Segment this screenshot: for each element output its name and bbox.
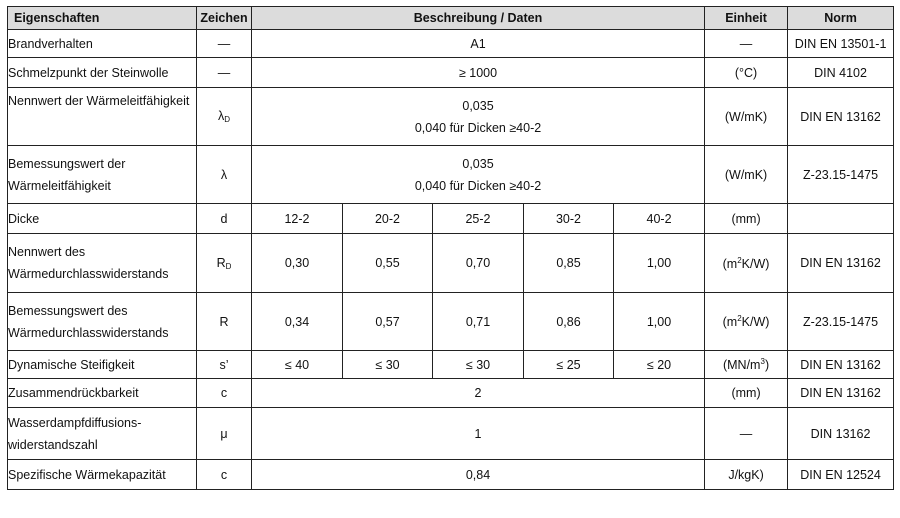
- table-row: [8, 379, 894, 408]
- value-cell: 0,70: [433, 234, 524, 293]
- value-cell: 0,86: [524, 293, 614, 351]
- norm-cell: DIN EN 13162: [788, 234, 894, 293]
- unit-cell: —: [705, 30, 788, 58]
- unit-text-end: K/W): [741, 315, 770, 329]
- symbol-cell: λ: [197, 146, 252, 204]
- symbol-cell: d: [197, 204, 252, 234]
- value-cell: 0,57: [343, 293, 433, 351]
- value-cell: A1: [252, 30, 705, 58]
- table-row: [8, 88, 894, 146]
- header-norm: Norm: [788, 7, 894, 30]
- norm-cell: DIN EN 13162: [788, 379, 894, 408]
- norm-cell: Z-23.15-1475: [788, 146, 894, 204]
- symbol-subscript: D: [225, 261, 232, 271]
- symbol-cell: —: [197, 58, 252, 88]
- symbol-cell: s’: [197, 351, 252, 379]
- unit-superscript: 3: [760, 357, 765, 366]
- unit-cell: [705, 293, 788, 351]
- symbol-cell: μ: [197, 408, 252, 460]
- property-cell: [8, 293, 197, 351]
- unit-text-end: K/W): [741, 256, 770, 271]
- table-row: [8, 204, 894, 234]
- value-cell: 25-2: [433, 204, 524, 234]
- table-row: [8, 408, 894, 460]
- value-cell: 12-2: [252, 204, 343, 234]
- value-cell: [252, 146, 705, 204]
- value-cell: 2: [252, 379, 705, 408]
- norm-cell: DIN EN 13162: [788, 88, 894, 146]
- value-line-1: 0,035: [462, 156, 494, 171]
- table-header-row: [8, 7, 894, 30]
- value-cell: 20-2: [343, 204, 433, 234]
- value-cell: 1,00: [614, 234, 705, 293]
- value-cell: 30-2: [524, 204, 614, 234]
- value-cell: 0,71: [433, 293, 524, 351]
- unit-text: (m: [722, 315, 738, 329]
- table-row: [8, 58, 894, 88]
- table-row: [8, 234, 894, 293]
- norm-cell: DIN 4102: [788, 58, 894, 88]
- unit-superscript: 2: [737, 255, 742, 265]
- norm-cell: DIN EN 13162: [788, 351, 894, 379]
- table-row: [8, 30, 894, 58]
- property-cell: Dicke: [8, 204, 197, 234]
- property-line-2: Wärmedurchlasswiderstands: [8, 267, 169, 281]
- property-cell: Dynamische Steifigkeit: [8, 351, 197, 379]
- value-cell: ≤ 30: [433, 351, 524, 379]
- value-cell: 1: [252, 408, 705, 460]
- table-row: [8, 460, 894, 490]
- unit-text: (MN/m: [722, 358, 761, 372]
- unit-cell: [705, 234, 788, 293]
- value-cell: 0,30: [252, 234, 343, 293]
- value-cell: 0,84: [252, 460, 705, 490]
- unit-cell: [705, 351, 788, 379]
- header-description: Beschreibung / Daten: [252, 7, 705, 30]
- unit-cell: (mm): [705, 204, 788, 234]
- property-line-1: Bemessungswert des: [8, 303, 128, 318]
- header-symbol: Zeichen: [197, 7, 252, 30]
- value-cell: ≤ 25: [524, 351, 614, 379]
- value-line-2: 0,040 für Dicken ≥40-2: [414, 120, 542, 135]
- norm-cell: Z-23.15-1475: [788, 293, 894, 351]
- property-cell: [8, 234, 197, 293]
- property-cell: Brandverhalten: [8, 30, 197, 58]
- unit-text: (m: [722, 256, 738, 271]
- symbol-cell: R: [197, 293, 252, 351]
- property-line-1: Wasserdampfdiffusions-: [8, 415, 142, 430]
- property-cell: Schmelzpunkt der Steinwolle: [8, 58, 197, 88]
- symbol-cell: c: [197, 379, 252, 408]
- property-cell: Nennwert der Wärmeleitfähigkeit: [8, 88, 197, 146]
- symbol-text: R: [216, 255, 226, 270]
- symbol-cell: c: [197, 460, 252, 490]
- unit-superscript: 2: [737, 314, 742, 323]
- table-row: [8, 293, 894, 351]
- symbol-cell: [197, 234, 252, 293]
- properties-table: [7, 6, 894, 490]
- table-row: [8, 146, 894, 204]
- unit-cell: J/kgK): [705, 460, 788, 490]
- property-line-2: Wärmedurchlasswiderstands: [8, 325, 169, 340]
- property-cell: Spezifische Wärmekapazität: [8, 460, 197, 490]
- property-cell: [8, 146, 197, 204]
- unit-cell: (W/mK): [705, 146, 788, 204]
- property-line-1: Nennwert des: [8, 245, 86, 259]
- symbol-cell: —: [197, 30, 252, 58]
- unit-text-end: ): [764, 358, 770, 372]
- symbol-subscript: D: [224, 115, 231, 124]
- table-row: [8, 351, 894, 379]
- norm-cell: DIN EN 13501-1: [788, 30, 894, 58]
- value-cell: 1,00: [614, 293, 705, 351]
- value-cell: ≤ 40: [252, 351, 343, 379]
- value-cell: [252, 88, 705, 146]
- unit-cell: (°C): [705, 58, 788, 88]
- value-line-2: 0,040 für Dicken ≥40-2: [414, 178, 542, 193]
- symbol-text: λ: [217, 109, 225, 123]
- unit-cell: (mm): [705, 379, 788, 408]
- property-line-1: Bemessungswert der: [8, 156, 126, 171]
- value-cell: ≤ 20: [614, 351, 705, 379]
- property-line-2: Wärmeleitfähigkeit: [8, 178, 111, 193]
- value-cell: 0,55: [343, 234, 433, 293]
- unit-cell: (W/mK): [705, 88, 788, 146]
- value-cell: 40-2: [614, 204, 705, 234]
- symbol-cell: [197, 88, 252, 146]
- unit-cell: —: [705, 408, 788, 460]
- value-cell: ≤ 30: [343, 351, 433, 379]
- property-cell: Zusammendrückbarkeit: [8, 379, 197, 408]
- norm-cell: [788, 204, 894, 234]
- norm-cell: DIN 13162: [788, 408, 894, 460]
- value-line-1: 0,035: [462, 98, 494, 113]
- header-unit: Einheit: [705, 7, 788, 30]
- property-cell: [8, 408, 197, 460]
- value-cell: 0,85: [524, 234, 614, 293]
- norm-cell: DIN EN 12524: [788, 460, 894, 490]
- value-cell: 0,34: [252, 293, 343, 351]
- header-property: Eigenschaften: [8, 7, 197, 30]
- property-line-2: widerstandszahl: [8, 437, 98, 452]
- value-cell: ≥ 1000: [252, 58, 705, 88]
